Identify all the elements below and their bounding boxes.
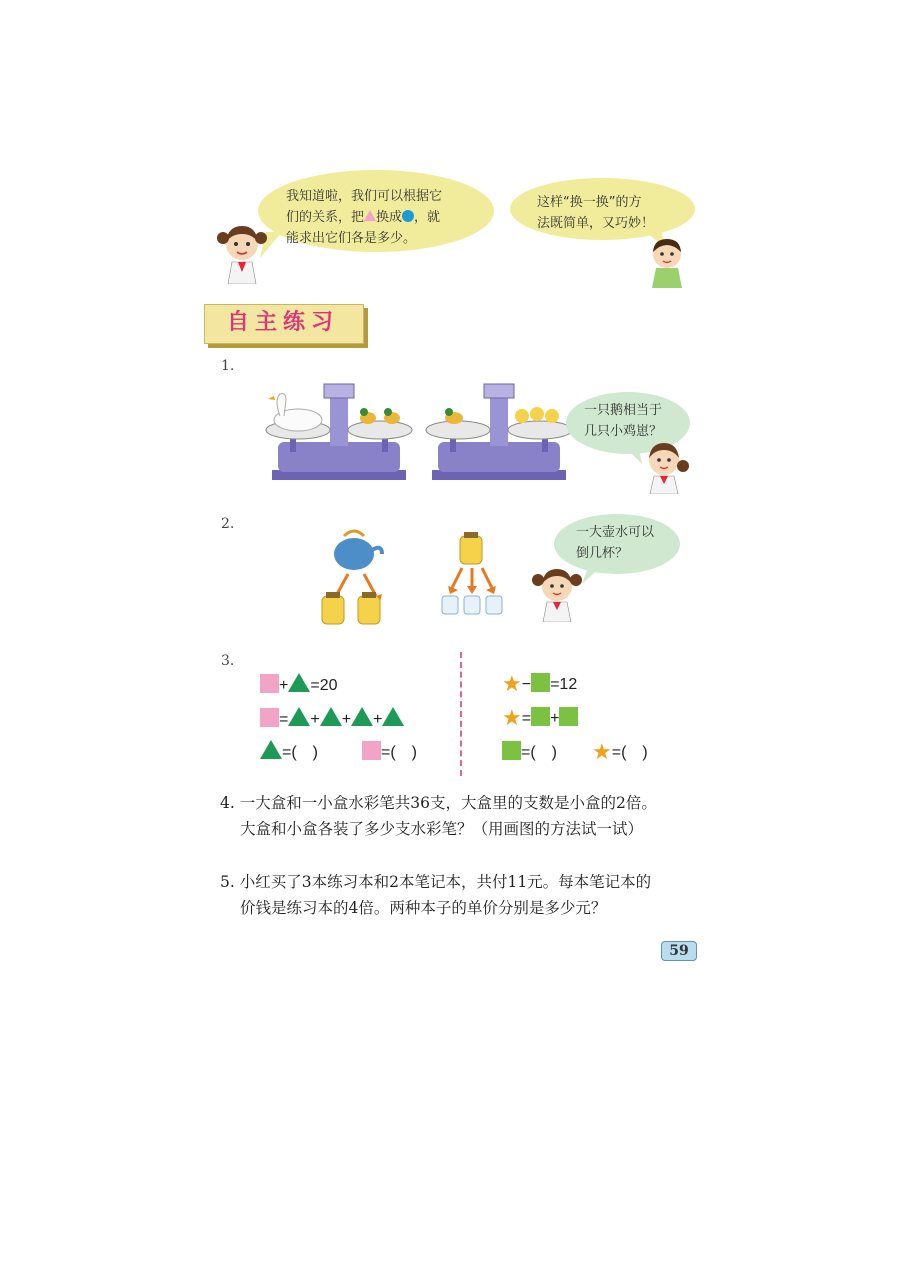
question-line: 价钱是练习本的4倍。两种本子的单价分别是多少元？ <box>240 899 607 917</box>
star-icon: ★ <box>502 706 522 731</box>
duck-icon <box>356 406 406 426</box>
girl-icon <box>530 566 584 622</box>
speech-line: 这样“换一换”的方 <box>537 195 642 210</box>
girl-icon <box>638 440 692 494</box>
answer-blank[interactable]: =( ) <box>611 744 648 761</box>
speech-line: 倒几杯？ <box>576 546 629 561</box>
speech-text-left <box>286 186 486 249</box>
green-triangle-icon <box>260 740 282 759</box>
chick-icon <box>512 404 562 426</box>
question-number-4: 4. <box>220 794 235 812</box>
answer-blank[interactable]: =( ) <box>282 744 319 761</box>
speech-line: 换成 <box>376 210 403 225</box>
equation-left-3 <box>260 739 318 762</box>
speech-line: 们的关系，把 <box>286 210 365 225</box>
balance-scale-icon <box>424 382 574 482</box>
thermos-icon <box>454 530 490 566</box>
green-square-icon <box>502 741 521 760</box>
green-square-icon <box>559 707 578 726</box>
question-5 <box>220 869 710 921</box>
answer-blank[interactable]: =( ) <box>521 744 558 761</box>
green-square-icon <box>531 673 550 692</box>
bubble-tail <box>580 562 610 586</box>
question-4 <box>220 790 710 842</box>
speech-line: 我知道啦，我们可以根据它 <box>286 189 443 204</box>
green-triangle-icon <box>351 707 373 726</box>
blue-circle-icon <box>402 210 414 222</box>
equation-right-1: ★− =12 <box>502 672 578 697</box>
thermos-icon <box>352 590 388 626</box>
thermos-icon <box>316 590 352 626</box>
speech-line: 法既简单，又巧妙！ <box>537 216 655 231</box>
girl-icon <box>214 222 270 284</box>
page-number: 59 <box>661 941 697 961</box>
teapot-icon <box>328 526 384 574</box>
answer-blank[interactable]: =( ) <box>381 744 418 761</box>
pink-square-icon <box>362 741 381 760</box>
question-number-1: 1. <box>221 358 235 374</box>
speech-line: 一只鹅相当于 <box>584 403 663 418</box>
speech-line: 能求出它们各是多少。 <box>286 231 417 246</box>
green-triangle-icon <box>382 707 404 726</box>
pink-square-icon <box>260 708 279 727</box>
section-title: 自主练习 <box>226 310 339 335</box>
boy-icon <box>644 236 690 288</box>
speech-text-q1 <box>584 400 684 442</box>
green-triangle-icon <box>288 673 310 692</box>
equation-right-4 <box>592 739 648 765</box>
equation-value: =20 <box>310 677 338 694</box>
question-number-3: 3. <box>221 653 235 669</box>
green-triangle-icon <box>320 707 342 726</box>
equation-left-4 <box>362 739 417 762</box>
duck-icon <box>436 406 476 426</box>
equation-right-3 <box>502 739 557 762</box>
glass-icon <box>440 592 506 618</box>
speech-text-right <box>537 192 687 234</box>
speech-line: ，就 <box>414 210 441 225</box>
goose-icon <box>268 390 326 432</box>
equation-value: =12 <box>550 676 578 693</box>
equation-left-2: = + + + <box>260 707 404 729</box>
green-triangle-icon <box>288 707 310 726</box>
question-number-2: 2. <box>221 516 235 532</box>
divider-line <box>460 652 462 776</box>
star-icon: ★ <box>502 672 522 697</box>
speech-line: 一大壶水可以 <box>576 525 655 540</box>
pink-triangle-icon <box>364 210 376 221</box>
speech-line: 几只小鸡崽？ <box>584 424 663 439</box>
star-icon: ★ <box>592 740 612 765</box>
equation-left-1: + =20 <box>260 673 337 695</box>
question-line: 大盒和小盒各装了多少支水彩笔？（用画图的方法试一试） <box>240 820 644 838</box>
equation-right-2: ★= + <box>502 707 578 728</box>
pink-square-icon <box>260 674 279 693</box>
question-line: 小红买了3本练习本和2本笔记本，共付11元。每本笔记本的 <box>239 873 652 891</box>
question-line: 一大盒和一小盒水彩笔共36支，大盒里的支数是小盒的2倍。 <box>239 794 657 812</box>
speech-text-q2 <box>576 522 676 564</box>
green-square-icon <box>531 707 550 726</box>
question-number-5: 5. <box>220 873 235 891</box>
